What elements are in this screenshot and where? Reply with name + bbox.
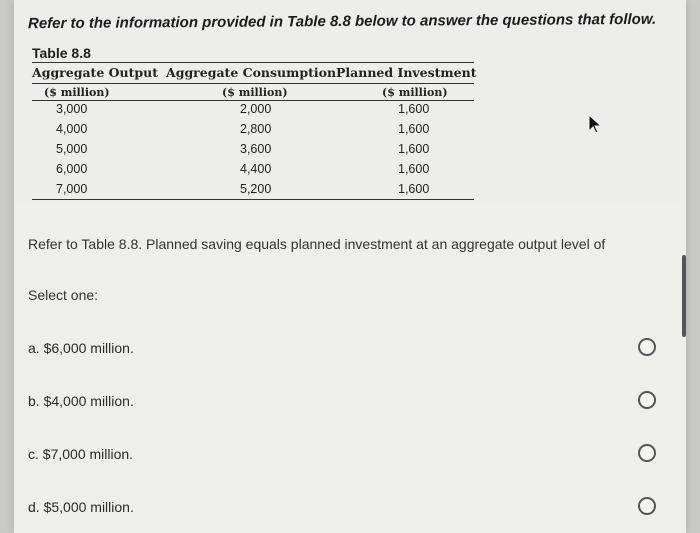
answer-option-d[interactable] [14,486,686,530]
option-label: c. $7,000 million. [28,446,134,462]
table-top-rule [32,62,474,63]
table-header-rule [32,83,474,84]
radio-button[interactable] [638,444,656,462]
select-one-label: Select one: [28,287,99,303]
unit-label-consumption: ($ million) [222,86,288,99]
table-bottom-rule [32,199,474,200]
quiz-screen [14,0,686,533]
radio-button[interactable] [638,338,656,356]
option-label: b. $4,000 million. [28,393,134,409]
table-cell: 6,000 [56,162,88,176]
unit-label-output: ($ million) [44,86,110,99]
table-cell: 5,000 [56,142,88,156]
answer-option-a[interactable] [14,327,686,371]
radio-button[interactable] [638,497,656,515]
table-cell: 7,000 [56,182,88,196]
answer-option-c[interactable] [14,433,686,477]
table-cell: 3,000 [56,102,88,116]
table-cell: 4,400 [240,162,272,176]
column-header-aggregate-output: Aggregate Output [32,65,158,80]
table-title: Table 8.8 [32,45,91,61]
column-header-aggregate-consumption: Aggregate Consumption [166,65,337,80]
option-label: a. $6,000 million. [28,340,134,356]
table-cell: 5,200 [240,182,272,196]
instruction-text: Refer to the information provided in Table 8.8 below to answer the questions that follow. [28,10,657,33]
mouse-pointer-icon [587,113,603,135]
question-text: Refer to Table 8.8. Planned saving equals planned investment at an aggregate output level of [28,236,606,252]
column-header-planned-investment: Planned Investment [336,65,477,80]
table-cell: 2,800 [240,122,272,136]
table-cell: 1,600 [398,142,430,156]
radio-button[interactable] [638,391,656,409]
table-cell: 1,600 [398,122,430,136]
table-unit-rule [32,100,474,101]
table-cell: 2,000 [240,102,272,116]
table-cell: 3,600 [240,142,272,156]
table-cell: 1,600 [398,102,430,116]
option-label: d. $5,000 million. [28,499,134,515]
scrollbar-thumb[interactable] [682,255,686,337]
table-cell: 1,600 [398,162,430,176]
answer-option-b[interactable] [14,380,686,424]
unit-label-investment: ($ million) [382,86,448,99]
table-cell: 4,000 [56,122,88,136]
table-cell: 1,600 [398,182,430,196]
